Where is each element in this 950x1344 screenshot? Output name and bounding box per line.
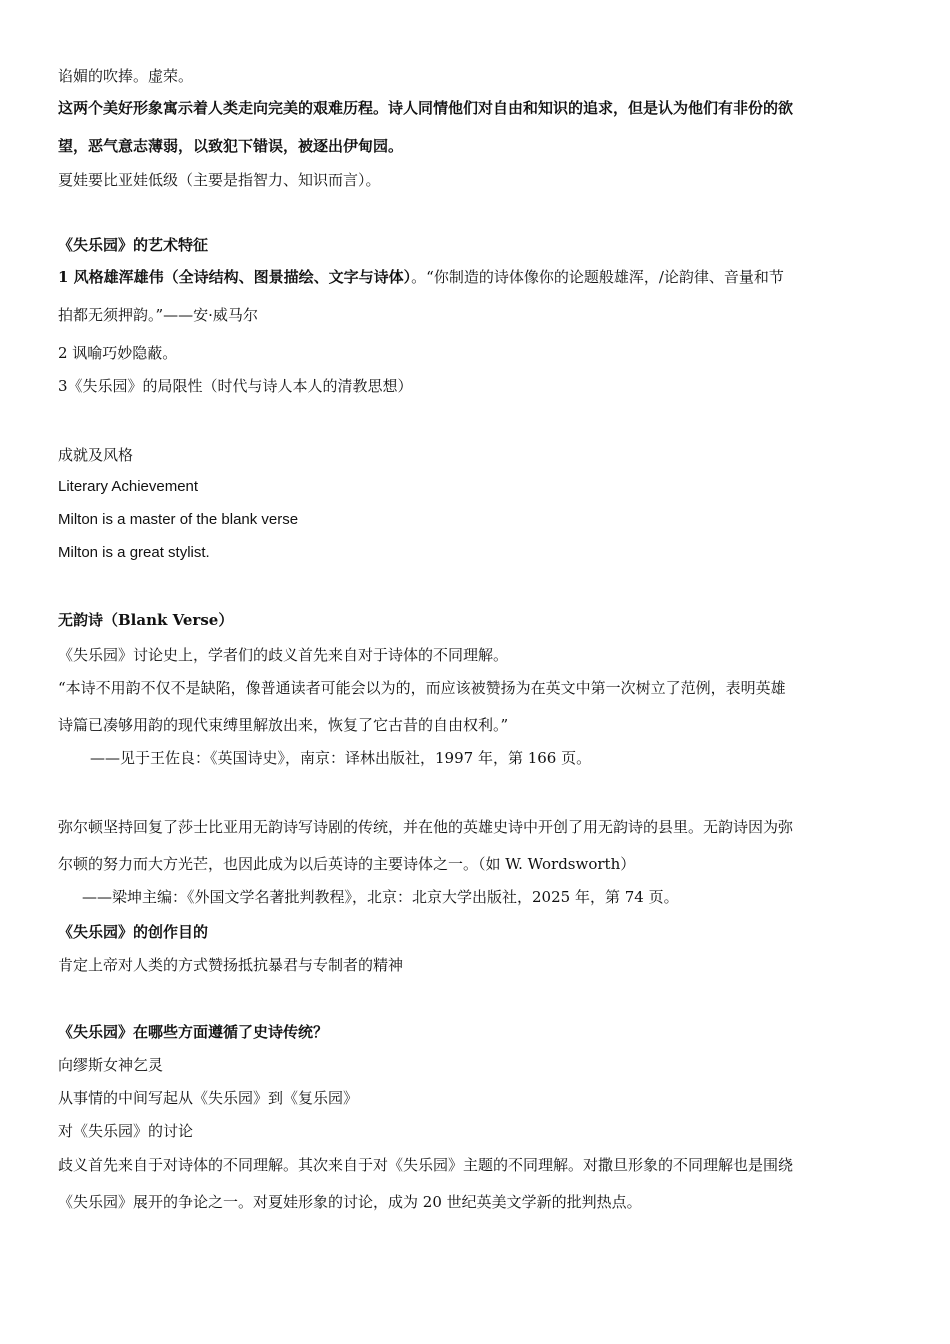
text-line: 3《失乐园》的局限性（时代与诗人本人的清教思想） <box>58 377 413 395</box>
text-line: “本诗不用韵不仅不是缺陷，像普通读者可能会以为的，而应该被赞扬为在英文中第一次树立了范例，表明英雄 <box>58 679 786 697</box>
section-heading: 《失乐园》的艺术特征 <box>58 236 209 254</box>
text-line: 《失乐园》展开的争论之一。对夏娃形象的讨论，成为 20 世纪英美文学新的批判热点。 <box>58 1193 642 1211</box>
text-line: 从事情的中间写起从《失乐园》到《复乐园》 <box>58 1089 359 1107</box>
citation-line: ——见于王佐良：《英国诗史》，南京：译林出版社，1997 年，第 166 页。 <box>90 749 592 767</box>
text-line: Milton is a great stylist. <box>58 544 210 561</box>
text-line: 望，恶气意志薄弱，以致犯下错误，被逐出伊甸园。 <box>58 137 404 155</box>
text-line: Milton is a master of the blank verse <box>58 511 299 528</box>
text-line: 夏娃要比亚娃低级（主要是指智力、知识而言）。 <box>58 171 381 189</box>
text-line: 尔顿的努力而大方光芒，也因此成为以后英诗的主要诗体之一。（如 W. Wordsworth） <box>58 855 636 873</box>
text-line: 对《失乐园》的讨论 <box>58 1122 194 1140</box>
section-heading: 《失乐园》的创作目的 <box>58 923 209 941</box>
text-line: 诗篇已凑够用韵的现代束缚里解放出来，恢复了它古昔的自由权利。” <box>58 716 509 734</box>
text-bold-span: 1 风格雄浑雄伟（全诗结构、图景描绘、文字与诗体） <box>58 268 412 286</box>
section-heading: 成就及风格 <box>58 446 134 464</box>
text-line: 向缪斯女神乞灵 <box>58 1056 164 1074</box>
section-heading: 《失乐园》在哪些方面遵循了史诗传统？ <box>58 1023 329 1041</box>
section-heading: 无韵诗（Blank Verse） <box>58 611 234 629</box>
text-line: 肯定上帝对人类的方式赞扬抵抗暴君与专制者的精神 <box>58 956 404 974</box>
text-line: 歧义首先来自于对诗体的不同理解。其次来自于对《失乐园》主题的不同理解。对撒旦形象的不同理解也是围绕 <box>58 1156 794 1174</box>
text-line: 《失乐园》讨论史上，学者们的歧义首先来自对于诗体的不同理解。 <box>58 646 509 664</box>
text-line <box>58 267 784 287</box>
text-span: 。“你制造的诗体像你的论题般雄浑，/论韵律、音量和节 <box>411 268 784 286</box>
text-line: 这两个美好形象寓示着人类走向完美的艰难历程。诗人同情他们对自由和知识的追求，但是认为他们有非份的欲 <box>58 99 794 117</box>
citation-line: ——梁坤主编：《外国文学名著批判教程》，北京：北京大学出版社，2025 年，第 74 页。 <box>82 888 679 906</box>
text-line: 谄媚的吹捧。虚荣。 <box>58 67 194 85</box>
text-line: 2 讽喻巧妙隐蔽。 <box>58 344 178 362</box>
text-line: 拍都无须押韵。”——安·威马尔 <box>58 306 258 324</box>
text-line: Literary Achievement <box>58 478 199 495</box>
text-line: 弥尔顿坚持回复了莎士比亚用无韵诗写诗剧的传统，并在他的英雄史诗中开创了用无韵诗的县里。无韵诗因为弥 <box>58 818 794 836</box>
